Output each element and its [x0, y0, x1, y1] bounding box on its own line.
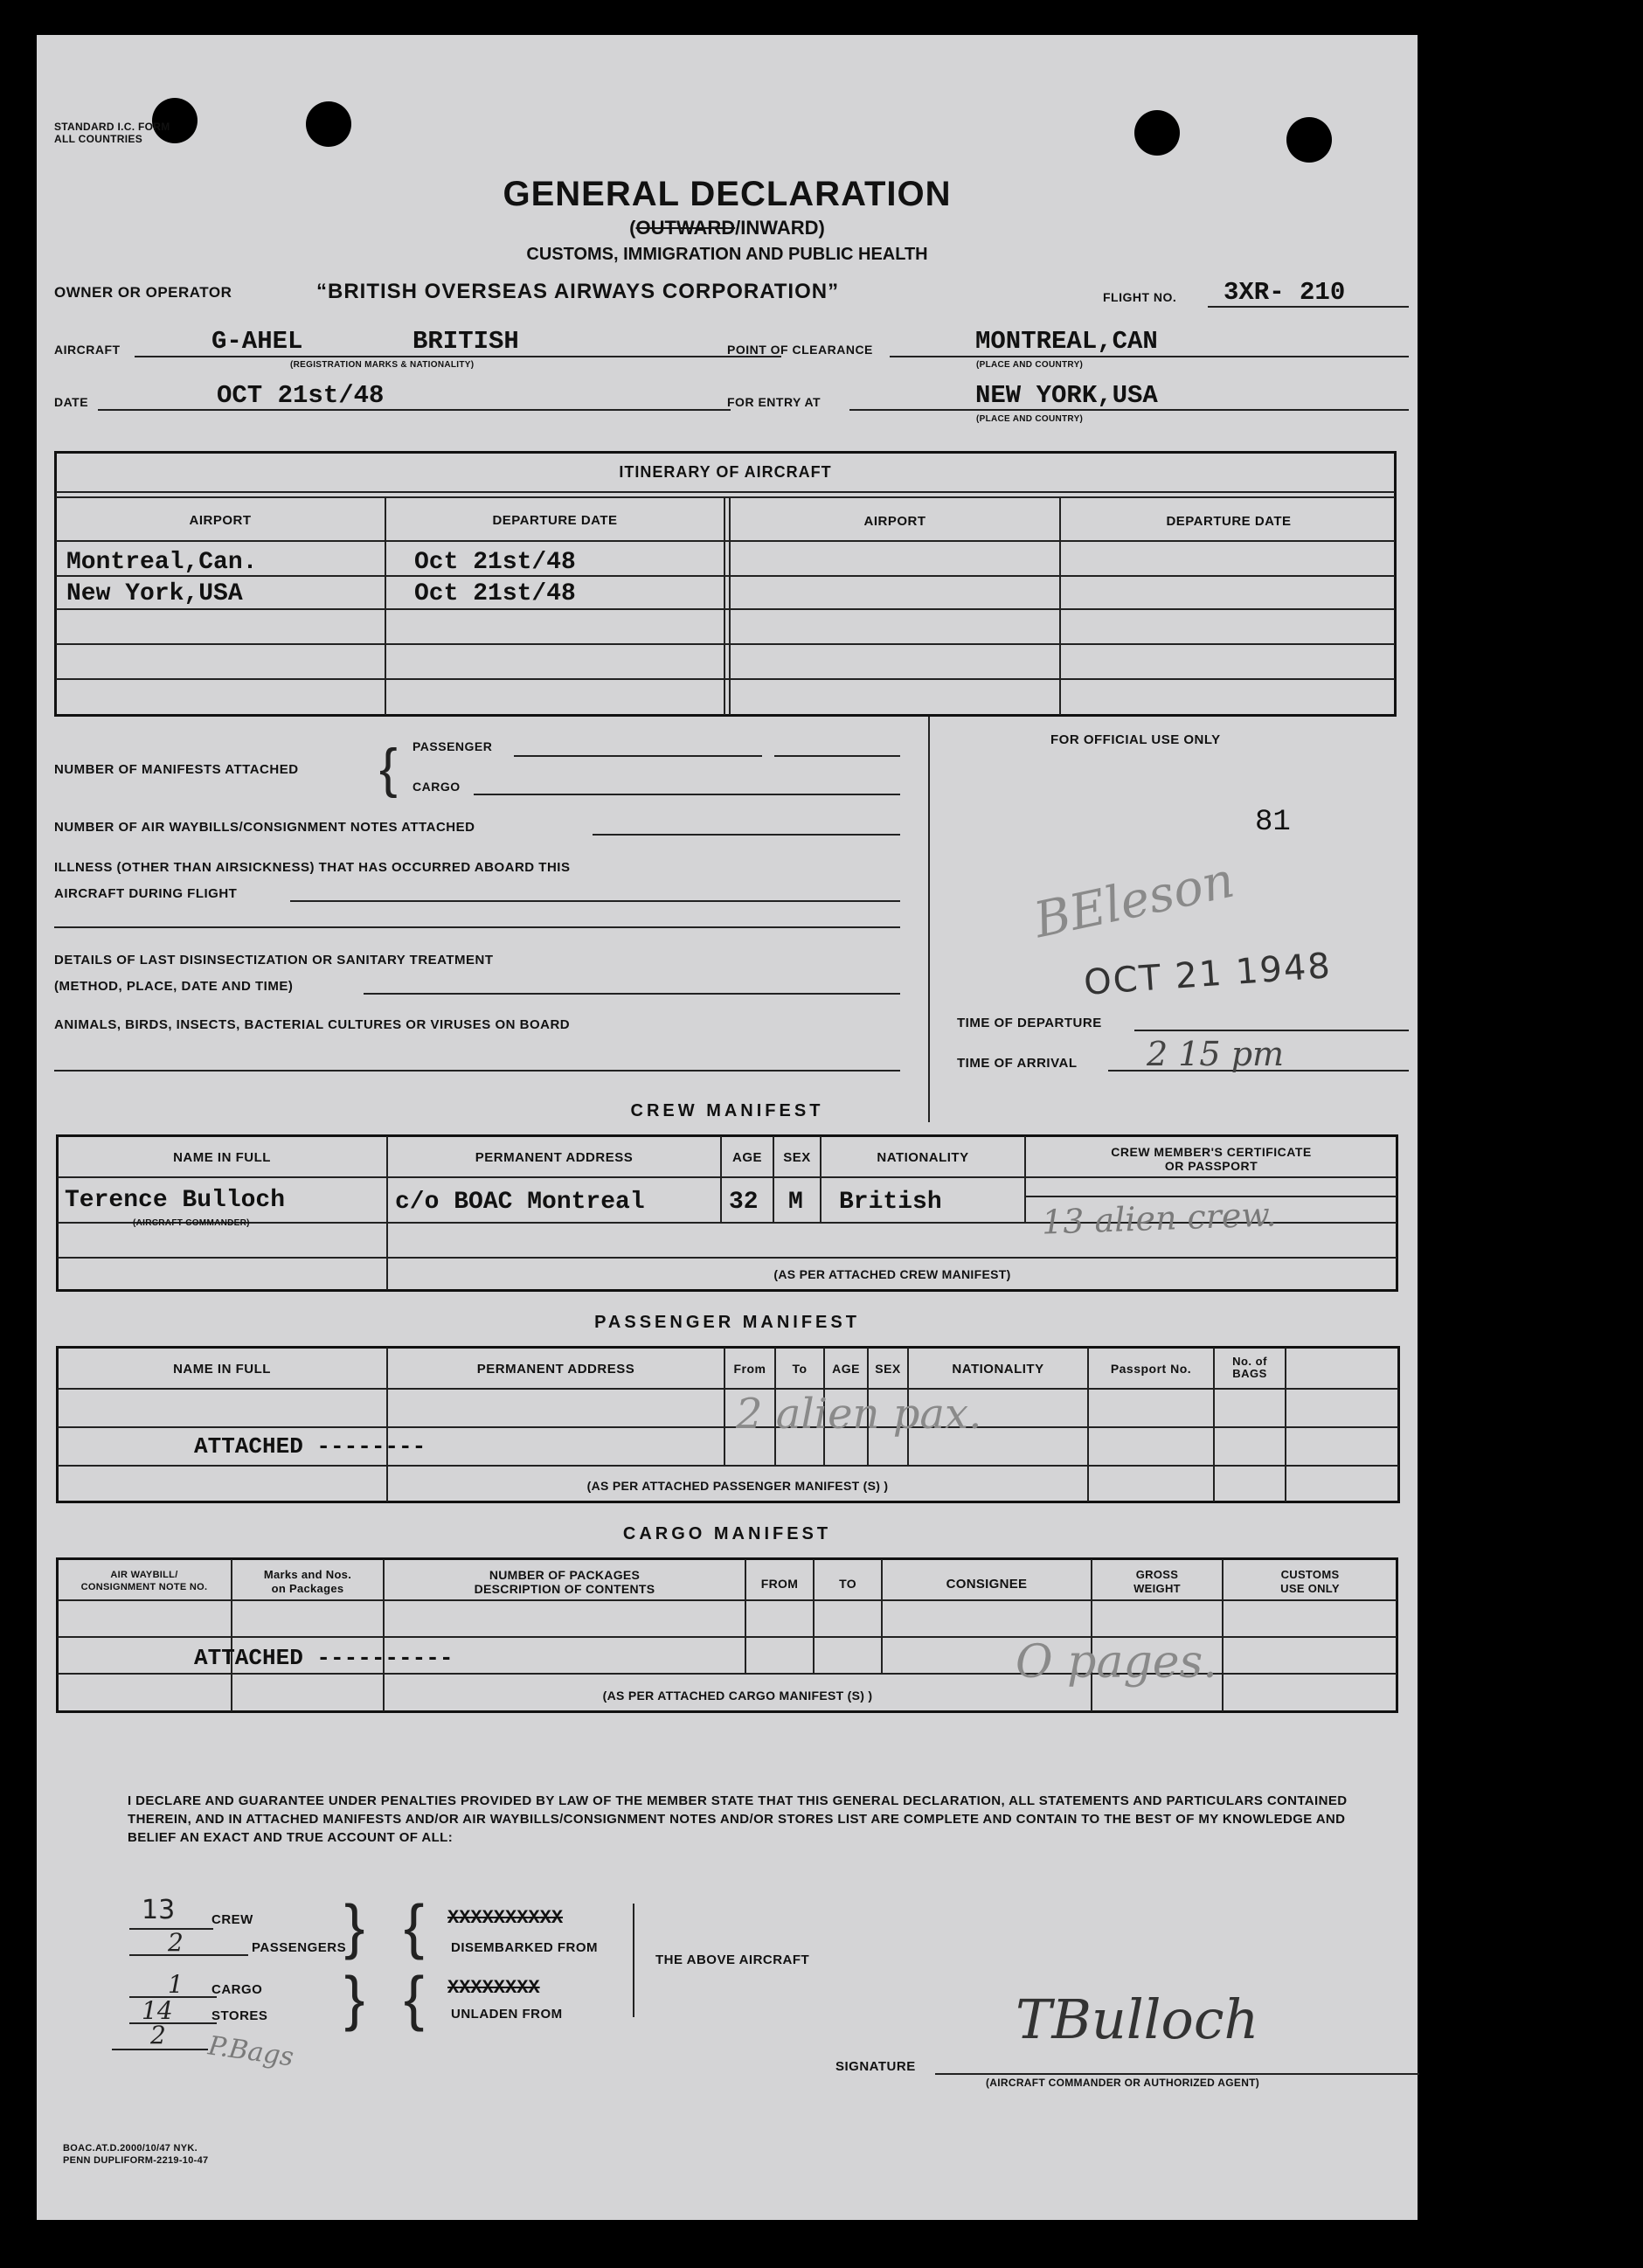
crew-name-sub: (AIRCRAFT COMMANDER)	[133, 1218, 250, 1228]
itin-header-date: DEPARTURE DATE	[492, 513, 618, 528]
cargo-header-waybill-2: CONSIGNMENT NOTE NO.	[80, 1582, 208, 1592]
punch-hole	[306, 101, 351, 147]
punch-hole	[1286, 117, 1332, 163]
manifests-label: NUMBER OF MANIFESTS ATTACHED	[54, 762, 299, 777]
pax-header-passport: Passport No.	[1110, 1362, 1192, 1376]
flight-label: FLIGHT NO.	[1103, 290, 1177, 304]
crew-cert-note: 13 alien crew.	[1041, 1195, 1278, 1242]
official-signature: BEleson	[1029, 851, 1239, 950]
cargo-header-customs-2: USE ONLY	[1280, 1582, 1340, 1595]
crew-header-passport: OR PASSPORT	[1164, 1159, 1258, 1173]
aircraft-label: AIRCRAFT	[54, 343, 121, 357]
cargo-header-to: TO	[839, 1577, 856, 1591]
date-value: OCT 21st/48	[217, 381, 385, 410]
crew-nationality: British	[839, 1189, 942, 1216]
pax-header-from: From	[733, 1362, 766, 1376]
itinerary-title: ITINERARY OF AIRCRAFT	[619, 463, 832, 481]
form-countries: ALL COUNTRIES	[54, 133, 143, 145]
cargo-note: O pages.	[1016, 1636, 1217, 1689]
struck-outward: XXXXXXXXXX	[447, 1907, 564, 1929]
crew-age: 32	[729, 1189, 759, 1216]
crew-name: Terence Bulloch	[65, 1187, 286, 1214]
date-stamp: OCT 21 1948	[1082, 946, 1334, 1003]
pax-header-sex: SEX	[875, 1362, 901, 1376]
illness-label-1: ILLNESS (OTHER THAN AIRSICKNESS) THAT HAS OCCURRED ABOARD THIS	[54, 860, 571, 875]
arrival-label: TIME OF ARRIVAL	[957, 1056, 1078, 1071]
cargo-header-consignee: CONSIGNEE	[946, 1577, 1028, 1592]
itin-header-date: DEPARTURE DATE	[1166, 514, 1292, 529]
animals-label: ANIMALS, BIRDS, INSECTS, BACTERIAL CULTURES OR VIRUSES ON BOARD	[54, 1017, 571, 1032]
struck-inward: XXXXXXXX	[447, 1977, 540, 1999]
official-number: 81	[1255, 806, 1291, 839]
itin-header-airport: AIRPORT	[189, 513, 252, 528]
pax-note: 2 alien pax.	[736, 1390, 982, 1439]
cargo-header-customs-1: CUSTOMS	[1280, 1568, 1340, 1581]
pax-footer: (AS PER ATTACHED PASSENGER MANIFEST (S) )	[586, 1479, 889, 1493]
illness-label-2: AIRCRAFT DURING FLIGHT	[54, 886, 238, 901]
owner-label: OWNER OR OPERATOR	[54, 284, 232, 301]
cargo-count-label: CARGO	[211, 1982, 263, 1997]
crew-header-address: PERMANENT ADDRESS	[475, 1150, 634, 1165]
waybills-label: NUMBER OF AIR WAYBILLS/CONSIGNMENT NOTES ATTACHED	[54, 820, 475, 835]
brace: }	[344, 1892, 365, 1960]
commander-signature: TBulloch	[1016, 1987, 1259, 2051]
pax-header-bags-1: No. of	[1232, 1355, 1267, 1368]
cargo-count: 1	[168, 1970, 184, 1999]
crew-header-age: AGE	[731, 1150, 762, 1165]
cargo-header-number-2: DESCRIPTION OF CONTENTS	[474, 1582, 655, 1596]
crew-header-name: NAME IN FULL	[173, 1150, 271, 1165]
passengers-count: 2	[168, 1928, 184, 1957]
crew-count: 13	[142, 1895, 176, 1925]
pax-header-nationality: NATIONALITY	[952, 1362, 1044, 1377]
unladen-label: UNLADEN FROM	[451, 2007, 563, 2022]
pax-header-address: PERMANENT ADDRESS	[476, 1362, 635, 1377]
itin-header-airport: AIRPORT	[863, 514, 926, 529]
signature-label: SIGNATURE	[835, 2059, 916, 2074]
crew-header-sex: SEX	[783, 1150, 811, 1165]
itin-date-1: Oct 21st/48	[414, 549, 576, 576]
crew-address: c/o BOAC Montreal	[395, 1189, 645, 1216]
itin-airport-2: New York,USA	[66, 580, 243, 607]
pax-header-age: AGE	[832, 1362, 860, 1376]
clearance-value: MONTREAL,CAN	[975, 327, 1158, 356]
cargo-attached: ATTACHED ----------	[194, 1645, 454, 1671]
disinsect-label-1: DETAILS OF LAST DISINSECTIZATION OR SANITARY TREATMENT	[54, 953, 494, 968]
date-label: DATE	[54, 395, 89, 409]
cargo-header-gross-2: WEIGHT	[1133, 1582, 1181, 1595]
declaration-sheet	[37, 35, 1418, 2220]
crew-footer: (AS PER ATTACHED CREW MANIFEST)	[773, 1267, 1011, 1281]
disinsect-label-2: (METHOD, PLACE, DATE AND TIME)	[54, 979, 294, 994]
cargo-header-marks-1: Marks and Nos.	[263, 1568, 352, 1581]
footer-line-2: PENN DUPLIFORM-2219-10-47	[63, 2155, 209, 2166]
clearance-sub: (PLACE AND COUNTRY)	[976, 360, 1084, 370]
manifest-passenger-label: PASSENGER	[412, 739, 493, 753]
cargo-header-number-1: NUMBER OF PACKAGES	[489, 1568, 641, 1582]
cargo-title: CARGO MANIFEST	[622, 1524, 832, 1543]
crew-title: CREW MANIFEST	[630, 1101, 824, 1120]
manifest-cargo-label: CARGO	[412, 780, 461, 794]
brace: }	[344, 1964, 365, 2032]
extra-note: P.Bags	[206, 2030, 296, 2073]
stores-count: 14	[142, 1996, 173, 2025]
itin-airport-1: Montreal,Can.	[66, 549, 258, 576]
declaration-text: I DECLARE AND GUARANTEE UNDER PENALTIES PROVIDED BY LAW OF THE MEMBER STATE THAT THIS GENERAL DECLARATION, ALL STATEMENTS AND PARTICULARS CONTAINED THEREIN, AND IN ATTACHED MANIFESTS AND/OR AIR WAYBILLS/CONSIGNMENT NOTES AND/OR STORES LIST ARE COMPLETE AND CONTAIN TO THE BEST OF MY KNOWLEDGE AND BELIEF AN EXACT AND TRUE ACCOUNT OF ALL:	[128, 1793, 1348, 1845]
passengers-count-label: PASSENGERS	[252, 1940, 347, 1955]
footer-line-1: BOAC.AT.D.2000/10/47 NYK.	[63, 2143, 198, 2154]
pax-header-to: To	[792, 1362, 808, 1376]
departure-label: TIME OF DEPARTURE	[957, 1016, 1102, 1030]
subtitle-struck: OUTWARD	[635, 217, 736, 239]
cargo-header-from: FROM	[760, 1577, 799, 1591]
itin-date-2: Oct 21st/48	[414, 580, 576, 607]
above-aircraft-label: THE ABOVE AIRCRAFT	[655, 1952, 810, 1967]
entry-label: FOR ENTRY AT	[727, 395, 822, 409]
crew-header-nationality: NATIONALITY	[877, 1150, 969, 1165]
customs-heading: CUSTOMS, IMMIGRATION AND PUBLIC HEALTH	[526, 245, 928, 264]
cargo-header-waybill-1: AIR WAYBILL/	[110, 1570, 178, 1580]
pax-header-name: NAME IN FULL	[173, 1362, 271, 1377]
entry-value: NEW YORK,USA	[975, 381, 1158, 410]
page-title: GENERAL DECLARATION	[503, 175, 952, 213]
aircraft-reg: G-AHEL	[211, 327, 303, 356]
form-standard: STANDARD I.C. FORM	[54, 121, 170, 133]
crew-sex: M	[788, 1189, 803, 1216]
pax-attached: ATTACHED --------	[194, 1433, 426, 1460]
clearance-label: POINT OF CLEARANCE	[727, 343, 873, 357]
crew-header-cert: CREW MEMBER'S CERTIFICATE	[1111, 1145, 1312, 1159]
crew-count-label: CREW	[211, 1912, 253, 1927]
cargo-header-marks-2: on Packages	[271, 1582, 344, 1595]
brace: {	[379, 739, 398, 799]
cargo-header-gross-1: GROSS	[1135, 1568, 1179, 1581]
signature-sub: (AIRCRAFT COMMANDER OR AUTHORIZED AGENT)	[986, 2077, 1260, 2089]
brace: {	[404, 1892, 425, 1960]
extra-count: 2	[150, 2021, 166, 2050]
pax-header-bags-2: BAGS	[1232, 1367, 1267, 1380]
official-title: FOR OFFICIAL USE ONLY	[1050, 732, 1221, 747]
stores-count-label: STORES	[211, 2008, 268, 2023]
page-subtitle: (OUTWARD/INWARD)	[629, 217, 825, 239]
passenger-title: PASSENGER MANIFEST	[594, 1313, 860, 1332]
flight-value: 3XR- 210	[1224, 278, 1346, 307]
brace: {	[404, 1964, 425, 2032]
owner-value: “BRITISH OVERSEAS AIRWAYS CORPORATION”	[316, 280, 840, 303]
cargo-footer: (AS PER ATTACHED CARGO MANIFEST (S) )	[602, 1689, 873, 1703]
disembarked-label: DISEMBARKED FROM	[451, 1940, 598, 1955]
entry-sub: (PLACE AND COUNTRY)	[976, 414, 1084, 424]
aircraft-nationality: BRITISH	[412, 327, 519, 356]
arrival-value: 2 15 pm	[1147, 1035, 1285, 1073]
aircraft-sub: (REGISTRATION MARKS & NATIONALITY)	[290, 360, 475, 370]
punch-hole	[1134, 110, 1180, 156]
